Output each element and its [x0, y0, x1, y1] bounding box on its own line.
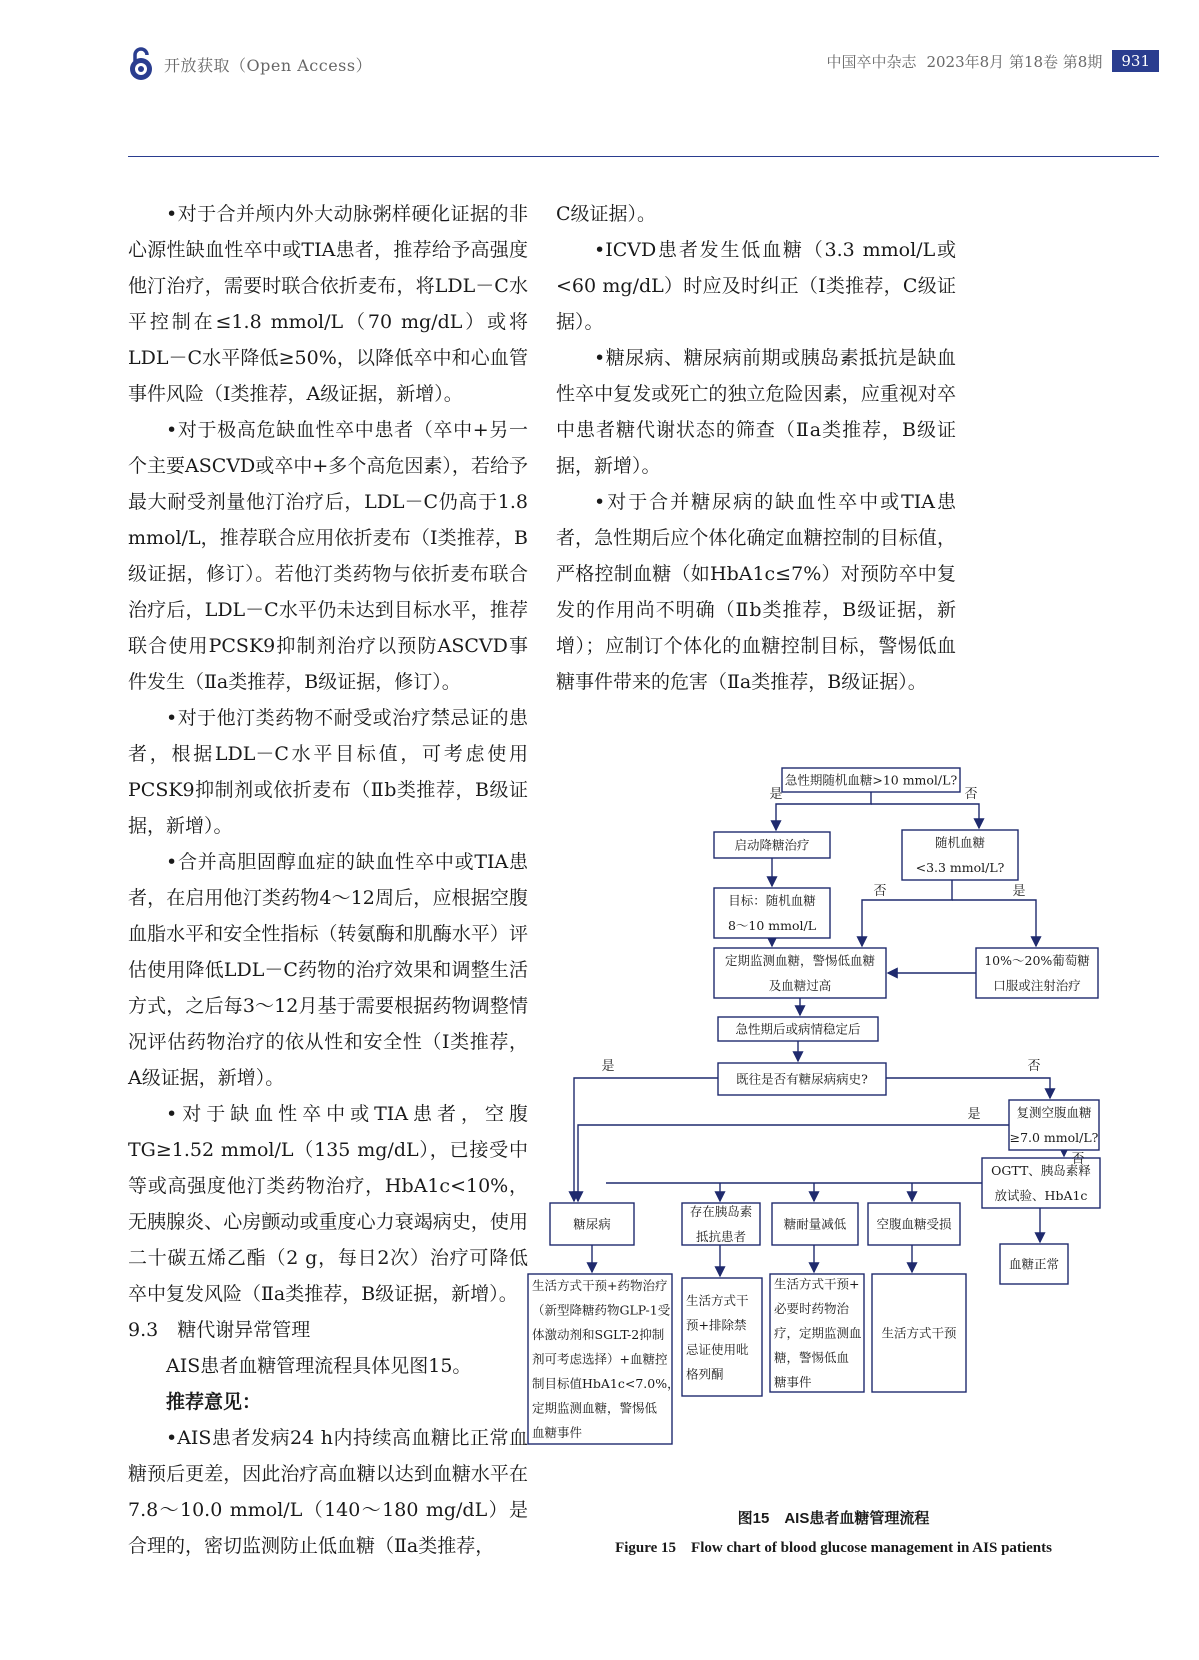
treatment-ifg-text: 生活方式干预: [881, 1325, 957, 1341]
fasting-glucose-question-text: 复测空腹血糖: [1016, 1105, 1092, 1120]
treatment-igt-text: 糖事件: [774, 1374, 812, 1390]
paragraph: C级证据）。: [556, 203, 657, 225]
text-column-right: [556, 196, 956, 700]
paragraph: •AIS患者发病24 h内持续高血糖比正常血糖预后更差，因此治疗高血糖以达到血糖水平在7.8～10.0 mmol/L（140～180 mg/dL）是合理的，密切监测防止低血糖（Ⅱa类推荐，: [128, 1427, 528, 1557]
paragraph: •对于他汀类药物不耐受或治疗禁忌证的患者，根据LDL－C水平目标值，可考虑使用PCSK9抑制剂或依折麦布（Ⅱb类推荐，B级证据，新增）。: [128, 707, 528, 837]
glucose-supplement-text: 口服或注射治疗: [993, 978, 1081, 993]
paragraph: •糖尿病、糖尿病前期或胰岛素抵抗是缺血性卒中复发或死亡的独立危险因素，应重视对卒中患者糖代谢状态的筛查（Ⅱa类推荐，B级证据，新增）。: [556, 347, 956, 477]
treatment-insulin-resistance-text: 忌证使用吡: [686, 1341, 749, 1357]
treatment-diabetes-text: （新型降糖药物GLP-1受: [532, 1302, 671, 1318]
journal-name: 中国卒中杂志: [826, 52, 917, 71]
treatment-insulin-resistance-text: 预+排除禁: [686, 1317, 747, 1333]
paragraph: 推荐意见：: [166, 1391, 262, 1413]
section-heading: 9.3 糖代谢异常管理: [128, 1319, 311, 1341]
ogtt-test-text: 放试验、HbA1c: [994, 1188, 1088, 1203]
yes-label: 是: [1012, 884, 1026, 899]
paragraph: •对于缺血性卒中或TIA患者，空腹TG≥1.52 mmol/L（135 mg/dL），已接受中等或高强度他汀类药物治疗，HbA1c<10%，无胰腺炎、心房颤动或重度心力衰竭病史，使用二十碳五烯乙酯（2 g，每日2次）治疗可降低卒中复发风险（Ⅱa类推荐，B级证据，新增）。: [128, 1103, 528, 1305]
yes-label: 是: [967, 1107, 981, 1122]
impaired-glucose-tolerance-text: 糖耐量减低: [783, 1216, 847, 1232]
insulin-resistance-text: 抵抗患者: [695, 1229, 747, 1244]
paragraph: AIS患者血糖管理流程具体见图15。: [166, 1355, 472, 1377]
open-access-icon: [128, 47, 154, 81]
random-glucose-question-text: 急性期随机血糖>10 mmol/L?: [784, 772, 958, 788]
treatment-diabetes-text: 剂可考虑选择）+血糖控: [532, 1351, 668, 1367]
text-column-left: [128, 196, 528, 1564]
ogtt-test-text: OGTT、胰岛素释: [991, 1163, 1091, 1178]
treatment-insulin-resistance-text: 格列酮: [686, 1366, 724, 1382]
treatment-igt-text: 生活方式干预+: [774, 1276, 860, 1292]
diabetes-text: 糖尿病: [573, 1216, 611, 1232]
diabetes-history-question-text: 既往是否有糖尿病病史?: [736, 1071, 868, 1087]
open-access-header: [128, 44, 372, 84]
flow-connector: [776, 792, 871, 830]
open-access-label: 开放获取（Open Access）: [164, 55, 373, 75]
figure-caption-en: Figure 15 Flow chart of blood glucose management in AIS patients: [615, 1540, 1052, 1556]
target-glucose-text: 8～10 mmol/L: [727, 918, 817, 933]
no-label: 否: [1071, 1152, 1085, 1167]
paragraph: •合并高胆固醇血症的缺血性卒中或TIA患者，在启用他汀类药物4～12周后，应根据空腹血脂水平和安全性指标（转氨酶和肌酶水平）评估使用降低LDL－C药物的治疗效果和调整生活方式，之后每3～12月基于需要根据药物调整情况评估药物治疗的依从性和安全性（Ⅰ类推荐，A级证据，新增）。: [128, 851, 528, 1089]
insulin-resistance-text: 存在胰岛素: [689, 1204, 753, 1219]
monitor-glucose-text: 定期监测血糖，警惕低血糖: [724, 953, 876, 968]
page-number: 931: [1112, 50, 1159, 72]
figure-caption-cn: 图15 AIS患者血糖管理流程: [737, 1510, 930, 1527]
journal-issue: 2023年8月 第18卷 第8期: [926, 52, 1103, 71]
paragraph: •对于极高危缺血性卒中患者（卒中+另一个主要ASCVD或卒中+多个高危因素），若给予最大耐受剂量他汀治疗后，LDL－C仍高于1.8 mmol/L，推荐联合应用依折麦布（Ⅰ类推荐，B级证据，修订）。若他汀类药物与依折麦布联合治疗后，LDL－C水平仍未达到目标水平，推荐联合使用PCSK9抑制剂治疗以预防ASCVD事件发生（Ⅱa类推荐，B级证据，修订）。: [128, 419, 528, 693]
flow-connector: [871, 804, 979, 828]
start-treatment-text: 启动降糖治疗: [734, 837, 810, 853]
paragraph: •对于合并颅内外大动脉粥样硬化证据的非心源性缺血性卒中或TIA患者，推荐给予高强度他汀治疗，需要时联合依折麦布，将LDL－C水平控制在≤1.8 mmol/L（70 mg/dL）或将LDL－C水平降低≥50%，以降低卒中和心血管事件风险（Ⅰ类推荐，A级证据，新增）。: [128, 203, 528, 405]
treatment-igt-text: 糖，警惕低血: [774, 1350, 850, 1365]
low-glucose-question-text: <3.3 mmol/L?: [915, 860, 1005, 875]
fasting-glucose-question-text: ≥7.0 mmol/L?: [1009, 1130, 1099, 1145]
yes-label: 是: [601, 1059, 615, 1074]
normal-glucose-text: 血糖正常: [1008, 1256, 1060, 1272]
journal-header: [826, 50, 1159, 72]
treatment-igt-text: 疗，定期监测血: [774, 1325, 862, 1341]
no-label: 否: [964, 787, 978, 802]
treatment-igt-text: 必要时药物治: [774, 1301, 850, 1316]
paragraph: •对于合并糖尿病的缺血性卒中或TIA患者，急性期后应个体化确定血糖控制的目标值，严格控制血糖（如HbA1c≤7%）对预防卒中复发的作用尚不明确（Ⅱb类推荐，B级证据，新增）；应制订个体化的血糖控制目标，警惕低血糖事件带来的危害（Ⅱa类推荐，B级证据）。: [556, 491, 956, 693]
glucose-flowchart: [532, 760, 1121, 1500]
flow-connector: [886, 1078, 1050, 1098]
no-label: 否: [873, 884, 887, 899]
treatment-diabetes-text: 生活方式干预+药物治疗: [532, 1278, 668, 1293]
header-rule: [128, 156, 1159, 157]
impaired-fasting-glucose-text: 空腹血糖受损: [876, 1216, 952, 1232]
paragraph: •ICVD患者发生低血糖（3.3 mmol/L或<60 mg/dL）时应及时纠正（Ⅰ类推荐，C级证据）。: [556, 239, 956, 333]
post-acute-phase-text: 急性期后或病情稳定后: [735, 1021, 861, 1037]
treatment-diabetes-text: 体激动剂和SGLT-2抑制: [532, 1327, 665, 1342]
treatment-diabetes-text: 定期监测血糖，警惕低: [532, 1400, 658, 1416]
treatment-diabetes-text: 制目标值HbA1c<7.0%，: [532, 1376, 680, 1391]
treatment-diabetes-text: 血糖事件: [532, 1425, 583, 1440]
treatment-insulin-resistance-text: 生活方式干: [686, 1292, 749, 1308]
no-label: 否: [1027, 1059, 1041, 1074]
flow-connector: [952, 900, 1036, 946]
low-glucose-question-text: 随机血糖: [934, 835, 986, 850]
yes-label: 是: [769, 787, 783, 802]
target-glucose-text: 目标：随机血糖: [728, 893, 816, 908]
monitor-glucose-text: 及血糖过高: [768, 978, 832, 993]
flow-connector: [578, 1125, 1009, 1201]
glucose-supplement-text: 10%～20%葡萄糖: [984, 953, 1090, 968]
